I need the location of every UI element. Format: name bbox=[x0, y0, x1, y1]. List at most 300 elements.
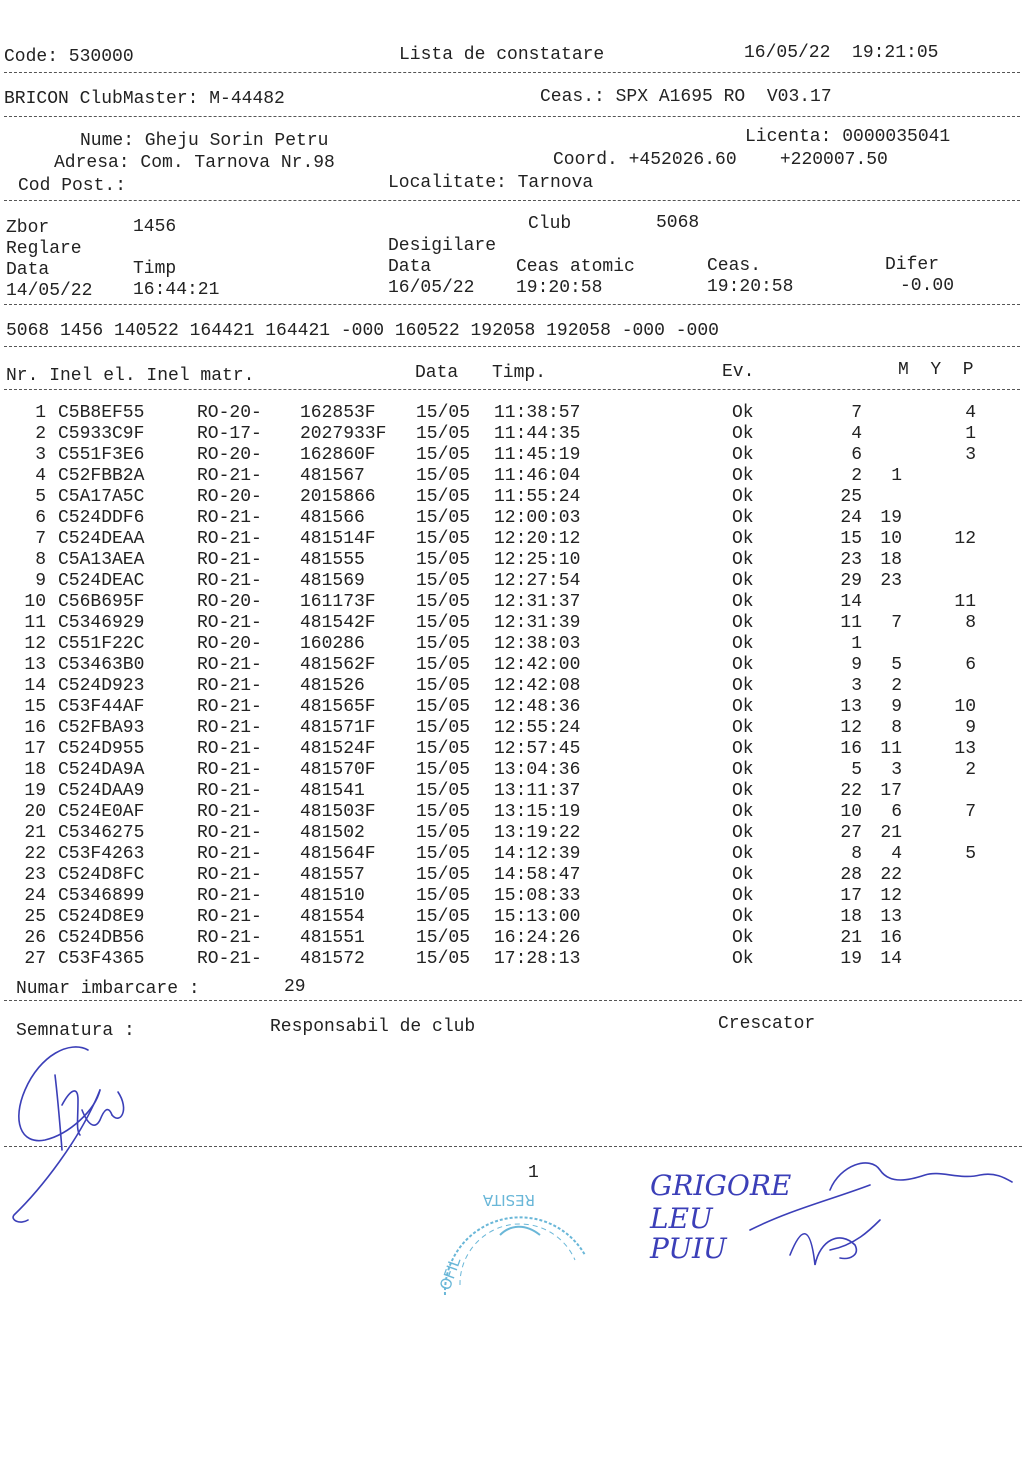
cell-el: C5933C9F bbox=[58, 424, 145, 444]
cell-m: 11 bbox=[840, 613, 862, 633]
cell-ro: RO-21- bbox=[197, 781, 262, 801]
cell-el: C524DAA9 bbox=[58, 781, 145, 801]
cell-ev: Ok bbox=[732, 508, 754, 528]
table-row bbox=[0, 760, 1024, 781]
club-label: Club bbox=[528, 214, 572, 234]
cell-y: 3 bbox=[891, 760, 902, 780]
cell-timp: 13:15:19 bbox=[494, 802, 581, 822]
cell-p: 5 bbox=[965, 844, 976, 864]
cell-y: 1 bbox=[891, 466, 902, 486]
table-row bbox=[0, 907, 1024, 928]
cell-data: 15/05 bbox=[416, 424, 471, 444]
cell-timp: 12:25:10 bbox=[494, 550, 581, 570]
cell-ro: RO-21- bbox=[197, 718, 262, 738]
cell-matr: 481502 bbox=[300, 823, 365, 843]
cell-nr: 6 bbox=[35, 508, 46, 528]
cell-data: 15/05 bbox=[416, 655, 471, 675]
cell-nr: 13 bbox=[24, 655, 46, 675]
cell-matr: 481503F bbox=[300, 802, 376, 822]
setting-time: 16:44:21 bbox=[133, 280, 220, 300]
cell-ro: RO-21- bbox=[197, 760, 262, 780]
cell-ro: RO-21- bbox=[197, 739, 262, 759]
cell-ev: Ok bbox=[732, 529, 754, 549]
clubmaster-label: BRICON ClubMaster: M-44482 bbox=[4, 89, 285, 109]
cell-m: 5 bbox=[851, 760, 862, 780]
cell-ev: Ok bbox=[732, 697, 754, 717]
cell-ro: RO-21- bbox=[197, 865, 262, 885]
cell-matr: 481570F bbox=[300, 760, 376, 780]
cell-ev: Ok bbox=[732, 634, 754, 654]
cell-p: 8 bbox=[965, 613, 976, 633]
cell-timp: 15:08:33 bbox=[494, 886, 581, 906]
cell-matr: 481567 bbox=[300, 466, 365, 486]
cell-el: C53F44AF bbox=[58, 697, 145, 717]
cell-matr: 481541 bbox=[300, 781, 365, 801]
cell-p: 1 bbox=[965, 424, 976, 444]
cell-nr: 24 bbox=[24, 886, 46, 906]
cell-y: 6 bbox=[891, 802, 902, 822]
postal-code-label: Cod Post.: bbox=[18, 176, 127, 196]
cell-ro: RO-21- bbox=[197, 613, 262, 633]
time-difference: -0.00 bbox=[900, 276, 955, 296]
cell-m: 14 bbox=[840, 592, 862, 612]
cell-timp: 11:38:57 bbox=[494, 403, 581, 423]
cell-el: C5A17A5C bbox=[58, 487, 145, 507]
clock-label: Ceas. bbox=[707, 256, 762, 276]
cell-m: 6 bbox=[851, 445, 862, 465]
cell-el: C524D923 bbox=[58, 676, 145, 696]
cell-timp: 12:31:39 bbox=[494, 613, 581, 633]
cell-p: 7 bbox=[965, 802, 976, 822]
table-row bbox=[0, 781, 1024, 802]
club-number: 5068 bbox=[656, 213, 700, 233]
stamp-text-2: OFIL bbox=[436, 1255, 465, 1293]
cell-data: 15/05 bbox=[416, 760, 471, 780]
setting-label: Reglare bbox=[6, 239, 82, 259]
table-row bbox=[0, 445, 1024, 466]
cell-ev: Ok bbox=[732, 718, 754, 738]
atomic-clock-label: Ceas atomic bbox=[516, 257, 635, 277]
table-row bbox=[0, 844, 1024, 865]
cell-el: C551F22C bbox=[58, 634, 145, 654]
cell-ro: RO-21- bbox=[197, 802, 262, 822]
cell-ev: Ok bbox=[732, 655, 754, 675]
cell-matr: 481551 bbox=[300, 928, 365, 948]
cell-timp: 12:57:45 bbox=[494, 739, 581, 759]
summary-code-line: 5068 1456 140522 164421 164421 -000 160522 192058 192058 -000 -000 bbox=[6, 321, 719, 341]
handwritten-name-1: GRIGORE bbox=[650, 1169, 792, 1202]
cell-m: 3 bbox=[851, 676, 862, 696]
document-title: Lista de constatare bbox=[399, 45, 605, 65]
cell-ro: RO-21- bbox=[197, 886, 262, 906]
stamp-text: RESITA bbox=[482, 1191, 535, 1209]
divider bbox=[4, 72, 1020, 73]
cell-ev: Ok bbox=[732, 424, 754, 444]
cell-y: 14 bbox=[880, 949, 902, 969]
cell-timp: 12:48:36 bbox=[494, 697, 581, 717]
cell-m: 22 bbox=[840, 781, 862, 801]
cell-nr: 21 bbox=[24, 823, 46, 843]
cell-matr: 481562F bbox=[300, 655, 376, 675]
cell-y: 13 bbox=[880, 907, 902, 927]
cell-ev: Ok bbox=[732, 823, 754, 843]
cell-nr: 25 bbox=[24, 907, 46, 927]
cell-matr: 481524F bbox=[300, 739, 376, 759]
cell-matr: 481510 bbox=[300, 886, 365, 906]
license-number: Licenta: 0000035041 bbox=[745, 127, 951, 147]
cell-nr: 7 bbox=[35, 529, 46, 549]
cell-y: 12 bbox=[880, 886, 902, 906]
cell-el: C524DDF6 bbox=[58, 508, 145, 528]
difference-label: Difer bbox=[885, 255, 940, 275]
table-row bbox=[0, 886, 1024, 907]
cell-m: 17 bbox=[840, 886, 862, 906]
cell-y: 11 bbox=[880, 739, 902, 759]
divider bbox=[4, 304, 1020, 305]
table-header-event: Ev. bbox=[722, 362, 755, 382]
cell-el: C524E0AF bbox=[58, 802, 145, 822]
cell-ro: RO-20- bbox=[197, 592, 262, 612]
cell-ev: Ok bbox=[732, 865, 754, 885]
cell-y: 21 bbox=[880, 823, 902, 843]
cell-el: C5346275 bbox=[58, 823, 145, 843]
cell-ro: RO-21- bbox=[197, 697, 262, 717]
cell-timp: 14:58:47 bbox=[494, 865, 581, 885]
cell-ev: Ok bbox=[732, 886, 754, 906]
cell-y: 10 bbox=[880, 529, 902, 549]
cell-m: 21 bbox=[840, 928, 862, 948]
cell-data: 15/05 bbox=[416, 634, 471, 654]
cell-matr: 481526 bbox=[300, 676, 365, 696]
table-row bbox=[0, 403, 1024, 424]
cell-p: 2 bbox=[965, 760, 976, 780]
cell-ev: Ok bbox=[732, 613, 754, 633]
cell-ro: RO-21- bbox=[197, 550, 262, 570]
table-row bbox=[0, 823, 1024, 844]
cell-nr: 23 bbox=[24, 865, 46, 885]
cell-ev: Ok bbox=[732, 844, 754, 864]
cell-y: 19 bbox=[880, 508, 902, 528]
cell-ev: Ok bbox=[732, 487, 754, 507]
cell-nr: 1 bbox=[35, 403, 46, 423]
table-header-ring: Nr. Inel el. Inel matr. bbox=[6, 366, 255, 386]
cell-data: 15/05 bbox=[416, 508, 471, 528]
table-row bbox=[0, 592, 1024, 613]
cell-y: 5 bbox=[891, 655, 902, 675]
cell-matr: 481557 bbox=[300, 865, 365, 885]
cell-data: 15/05 bbox=[416, 844, 471, 864]
cell-ev: Ok bbox=[732, 676, 754, 696]
cell-m: 19 bbox=[840, 949, 862, 969]
cell-nr: 27 bbox=[24, 949, 46, 969]
cell-ro: RO-21- bbox=[197, 508, 262, 528]
cell-y: 8 bbox=[891, 718, 902, 738]
table-row bbox=[0, 865, 1024, 886]
cell-nr: 19 bbox=[24, 781, 46, 801]
cell-matr: 481571F bbox=[300, 718, 376, 738]
cell-data: 15/05 bbox=[416, 550, 471, 570]
cell-data: 15/05 bbox=[416, 886, 471, 906]
owner-name: Nume: Gheju Sorin Petru bbox=[80, 131, 329, 151]
cell-timp: 14:12:39 bbox=[494, 844, 581, 864]
cell-data: 15/05 bbox=[416, 445, 471, 465]
cell-data: 15/05 bbox=[416, 466, 471, 486]
cell-el: C53F4263 bbox=[58, 844, 145, 864]
cell-m: 9 bbox=[851, 655, 862, 675]
divider bbox=[4, 116, 1020, 117]
cell-nr: 15 bbox=[24, 697, 46, 717]
cell-y: 22 bbox=[880, 865, 902, 885]
owner-address: Adresa: Com. Tarnova Nr.98 bbox=[54, 153, 335, 173]
cell-y: 4 bbox=[891, 844, 902, 864]
cell-p: 10 bbox=[954, 697, 976, 717]
cell-m: 18 bbox=[840, 907, 862, 927]
cell-nr: 12 bbox=[24, 634, 46, 654]
cell-m: 16 bbox=[840, 739, 862, 759]
cell-ev: Ok bbox=[732, 739, 754, 759]
cell-timp: 15:13:00 bbox=[494, 907, 581, 927]
handwritten-name-2: LEU bbox=[650, 1202, 713, 1235]
cell-m: 29 bbox=[840, 571, 862, 591]
cell-matr: 481565F bbox=[300, 697, 376, 717]
table-row bbox=[0, 697, 1024, 718]
cell-ro: RO-21- bbox=[197, 844, 262, 864]
cell-matr: 481542F bbox=[300, 613, 376, 633]
cell-nr: 17 bbox=[24, 739, 46, 759]
cell-matr: 481572 bbox=[300, 949, 365, 969]
unsealing-atomic-time: 19:20:58 bbox=[516, 278, 603, 298]
cell-timp: 16:24:26 bbox=[494, 928, 581, 948]
cell-data: 15/05 bbox=[416, 739, 471, 759]
cell-matr: 2027933F bbox=[300, 424, 387, 444]
table-row bbox=[0, 739, 1024, 760]
cell-ev: Ok bbox=[732, 571, 754, 591]
cell-y: 9 bbox=[891, 697, 902, 717]
cell-matr: 481566 bbox=[300, 508, 365, 528]
cell-m: 4 bbox=[851, 424, 862, 444]
table-row bbox=[0, 487, 1024, 508]
cell-timp: 13:19:22 bbox=[494, 823, 581, 843]
cell-m: 10 bbox=[840, 802, 862, 822]
cell-ev: Ok bbox=[732, 550, 754, 570]
cell-el: C53463B0 bbox=[58, 655, 145, 675]
cell-ev: Ok bbox=[732, 949, 754, 969]
date-label: Data bbox=[6, 260, 50, 280]
table-row bbox=[0, 928, 1024, 949]
clock-info: Ceas.: SPX A1695 RO V03.17 bbox=[540, 87, 832, 107]
table-row bbox=[0, 802, 1024, 823]
cell-ev: Ok bbox=[732, 403, 754, 423]
table-row bbox=[0, 634, 1024, 655]
cell-ev: Ok bbox=[732, 760, 754, 780]
cell-timp: 11:46:04 bbox=[494, 466, 581, 486]
cell-ro: RO-20- bbox=[197, 403, 262, 423]
cell-el: C524DEAC bbox=[58, 571, 145, 591]
cell-ro: RO-21- bbox=[197, 907, 262, 927]
cell-m: 13 bbox=[840, 697, 862, 717]
cell-data: 15/05 bbox=[416, 823, 471, 843]
breeder-label: Crescator bbox=[718, 1014, 816, 1034]
table-row bbox=[0, 550, 1024, 571]
cell-el: C56B695F bbox=[58, 592, 145, 612]
table-row bbox=[0, 718, 1024, 739]
table-row bbox=[0, 508, 1024, 529]
cell-el: C524DA9A bbox=[58, 760, 145, 780]
cell-nr: 11 bbox=[24, 613, 46, 633]
cell-data: 15/05 bbox=[416, 907, 471, 927]
print-datetime: 16/05/22 19:21:05 bbox=[744, 43, 939, 63]
cell-timp: 12:20:12 bbox=[494, 529, 581, 549]
club-stamp bbox=[430, 1165, 600, 1315]
divider bbox=[4, 200, 1020, 201]
cell-matr: 2015866 bbox=[300, 487, 376, 507]
cell-ro: RO-21- bbox=[197, 823, 262, 843]
cell-timp: 13:04:36 bbox=[494, 760, 581, 780]
cell-data: 15/05 bbox=[416, 781, 471, 801]
cell-y: 16 bbox=[880, 928, 902, 948]
code-label: Code: 530000 bbox=[4, 47, 134, 67]
cell-data: 15/05 bbox=[416, 865, 471, 885]
cell-ro: RO-21- bbox=[197, 466, 262, 486]
cell-m: 12 bbox=[840, 718, 862, 738]
cell-data: 15/05 bbox=[416, 529, 471, 549]
time-label: Timp bbox=[133, 259, 177, 279]
cell-ro: RO-21- bbox=[197, 928, 262, 948]
cell-m: 23 bbox=[840, 550, 862, 570]
cell-ev: Ok bbox=[732, 928, 754, 948]
table-row bbox=[0, 613, 1024, 634]
cell-timp: 12:55:24 bbox=[494, 718, 581, 738]
cell-y: 23 bbox=[880, 571, 902, 591]
cell-p: 3 bbox=[965, 445, 976, 465]
cell-p: 12 bbox=[954, 529, 976, 549]
unsealing-label: Desigilare bbox=[388, 236, 497, 256]
cell-el: C52FBB2A bbox=[58, 466, 145, 486]
cell-ro: RO-21- bbox=[197, 571, 262, 591]
table-row bbox=[0, 466, 1024, 487]
table-row bbox=[0, 655, 1024, 676]
cell-nr: 10 bbox=[24, 592, 46, 612]
cell-nr: 16 bbox=[24, 718, 46, 738]
unsealing-clock-time: 19:20:58 bbox=[707, 277, 794, 297]
cell-el: C551F3E6 bbox=[58, 445, 145, 465]
cell-nr: 5 bbox=[35, 487, 46, 507]
handwritten-name-3: PUIU bbox=[650, 1232, 727, 1265]
cell-ro: RO-21- bbox=[197, 676, 262, 696]
cell-m: 25 bbox=[840, 487, 862, 507]
cell-timp: 11:45:19 bbox=[494, 445, 581, 465]
cell-el: C5B8EF55 bbox=[58, 403, 145, 423]
signature-scribble-left bbox=[0, 1030, 170, 1230]
divider bbox=[4, 346, 1020, 347]
table-header-time: Timp. bbox=[492, 363, 547, 383]
table-header-myp: M Y P bbox=[898, 360, 974, 380]
cell-el: C5346929 bbox=[58, 613, 145, 633]
cell-nr: 8 bbox=[35, 550, 46, 570]
cell-nr: 4 bbox=[35, 466, 46, 486]
signature-label: Semnatura : bbox=[16, 1021, 135, 1041]
table-header-date: Data bbox=[415, 363, 459, 383]
cell-el: C524D955 bbox=[58, 739, 145, 759]
cell-timp: 11:55:24 bbox=[494, 487, 581, 507]
cell-data: 15/05 bbox=[416, 592, 471, 612]
cell-ro: RO-20- bbox=[197, 445, 262, 465]
cell-el: C5346899 bbox=[58, 886, 145, 906]
cell-nr: 20 bbox=[24, 802, 46, 822]
cell-matr: 481564F bbox=[300, 844, 376, 864]
cell-m: 15 bbox=[840, 529, 862, 549]
cell-m: 7 bbox=[851, 403, 862, 423]
cell-matr: 160286 bbox=[300, 634, 365, 654]
cell-matr: 162853F bbox=[300, 403, 376, 423]
table-row bbox=[0, 424, 1024, 445]
cell-nr: 3 bbox=[35, 445, 46, 465]
cell-ro: RO-17- bbox=[197, 424, 262, 444]
cell-y: 17 bbox=[880, 781, 902, 801]
cell-el: C524D8E9 bbox=[58, 907, 145, 927]
cell-data: 15/05 bbox=[416, 487, 471, 507]
cell-p: 13 bbox=[954, 739, 976, 759]
cell-timp: 11:44:35 bbox=[494, 424, 581, 444]
unsealing-date: 16/05/22 bbox=[388, 278, 475, 298]
cell-y: 18 bbox=[880, 550, 902, 570]
cell-y: 7 bbox=[891, 613, 902, 633]
cell-data: 15/05 bbox=[416, 718, 471, 738]
club-responsible-label: Responsabil de club bbox=[270, 1017, 476, 1037]
cell-data: 15/05 bbox=[416, 613, 471, 633]
cell-nr: 26 bbox=[24, 928, 46, 948]
cell-ev: Ok bbox=[732, 802, 754, 822]
cell-data: 15/05 bbox=[416, 676, 471, 696]
cell-timp: 13:11:37 bbox=[494, 781, 581, 801]
locality: Localitate: Tarnova bbox=[388, 173, 594, 193]
cell-nr: 22 bbox=[24, 844, 46, 864]
cell-data: 15/05 bbox=[416, 571, 471, 591]
cell-p: 9 bbox=[965, 718, 976, 738]
cell-el: C52FBA93 bbox=[58, 718, 145, 738]
cell-el: C5A13AEA bbox=[58, 550, 145, 570]
cell-m: 1 bbox=[851, 634, 862, 654]
cell-m: 28 bbox=[840, 865, 862, 885]
page-number: 1 bbox=[528, 1163, 539, 1183]
cell-nr: 2 bbox=[35, 424, 46, 444]
setting-date: 14/05/22 bbox=[6, 281, 93, 301]
cell-y: 2 bbox=[891, 676, 902, 696]
cell-matr: 481554 bbox=[300, 907, 365, 927]
cell-ro: RO-21- bbox=[197, 655, 262, 675]
cell-ro: RO-21- bbox=[197, 529, 262, 549]
cell-ro: RO-20- bbox=[197, 487, 262, 507]
table-row bbox=[0, 571, 1024, 592]
cell-data: 15/05 bbox=[416, 403, 471, 423]
table-row bbox=[0, 949, 1024, 970]
cell-timp: 12:27:54 bbox=[494, 571, 581, 591]
handwritten-names bbox=[640, 1150, 1020, 1300]
cell-timp: 12:38:03 bbox=[494, 634, 581, 654]
cell-timp: 12:00:03 bbox=[494, 508, 581, 528]
cell-nr: 14 bbox=[24, 676, 46, 696]
flight-number: 1456 bbox=[133, 217, 177, 237]
cell-data: 15/05 bbox=[416, 949, 471, 969]
cell-ev: Ok bbox=[732, 907, 754, 927]
boarding-count: 29 bbox=[284, 977, 306, 997]
coordinates: Coord. +452026.60 +220007.50 bbox=[553, 150, 888, 170]
cell-p: 6 bbox=[965, 655, 976, 675]
cell-ev: Ok bbox=[732, 592, 754, 612]
table-row bbox=[0, 529, 1024, 550]
cell-m: 8 bbox=[851, 844, 862, 864]
cell-el: C524D8FC bbox=[58, 865, 145, 885]
